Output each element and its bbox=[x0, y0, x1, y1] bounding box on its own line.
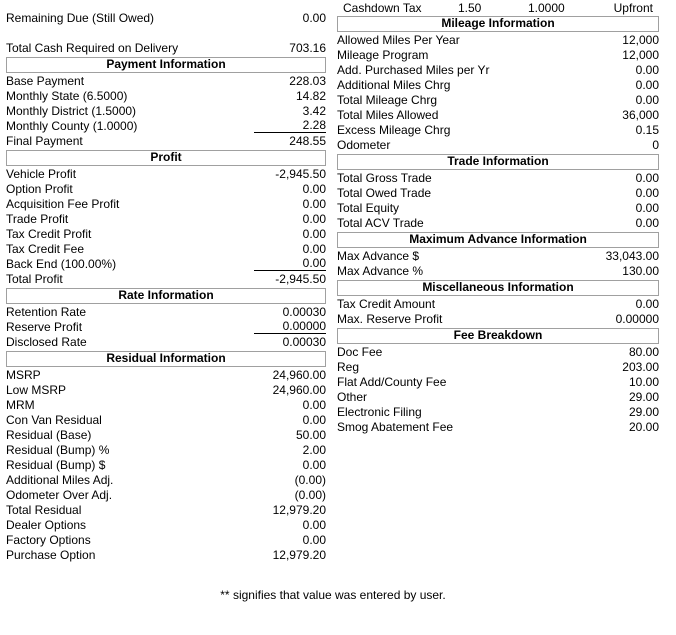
payment-information-header: Payment Information bbox=[6, 57, 326, 73]
row-label: Purchase Option bbox=[6, 548, 96, 562]
row-label: Odometer Over Adj. bbox=[6, 488, 113, 502]
rate-information-header: Rate Information bbox=[6, 288, 326, 304]
misc-rows bbox=[337, 297, 659, 327]
row-value: (0.00) bbox=[294, 473, 326, 487]
row-label: Monthly County (1.0000) bbox=[6, 119, 138, 133]
table-row bbox=[6, 428, 326, 443]
right-column bbox=[337, 0, 659, 435]
table-row bbox=[6, 212, 326, 227]
row-value: 203.00 bbox=[622, 360, 659, 374]
table-row bbox=[337, 33, 659, 48]
row-label: Total Residual bbox=[6, 503, 82, 517]
row-value: 0.00000 bbox=[254, 320, 326, 334]
total-cash-value: 703.16 bbox=[289, 41, 326, 55]
row-value: 2.28 bbox=[254, 119, 326, 133]
row-label: Low MSRP bbox=[6, 383, 67, 397]
fee-breakdown-header: Fee Breakdown bbox=[337, 328, 659, 344]
row-value: 0.00 bbox=[635, 216, 659, 230]
table-row bbox=[337, 345, 659, 360]
table-row bbox=[337, 201, 659, 216]
row-value: 248.55 bbox=[289, 134, 326, 148]
row-label: Smog Abatement Fee bbox=[337, 420, 454, 434]
row-label: MSRP bbox=[6, 368, 41, 382]
table-row bbox=[6, 134, 326, 149]
row-value: 0.00 bbox=[302, 413, 326, 427]
remaining-due-label: Remaining Due (Still Owed) bbox=[6, 11, 155, 25]
row-value: -2,945.50 bbox=[275, 167, 326, 181]
row-label: Max Advance $ bbox=[337, 249, 420, 263]
row-label: Electronic Filing bbox=[337, 405, 422, 419]
row-label: Final Payment bbox=[6, 134, 83, 148]
row-value: 0.00 bbox=[635, 93, 659, 107]
row-value: 20.00 bbox=[628, 420, 659, 434]
row-label: Con Van Residual bbox=[6, 413, 102, 427]
table-row bbox=[337, 171, 659, 186]
row-value: 50.00 bbox=[295, 428, 326, 442]
row-value: 33,043.00 bbox=[605, 249, 659, 263]
table-row bbox=[6, 413, 326, 428]
row-label: Mileage Program bbox=[337, 48, 429, 62]
row-value: 24,960.00 bbox=[272, 368, 326, 382]
row-value: 0.00 bbox=[635, 78, 659, 92]
row-label: Reg bbox=[337, 360, 360, 374]
row-label: Back End (100.00%) bbox=[6, 257, 117, 271]
row-value: 0.00 bbox=[635, 186, 659, 200]
table-row bbox=[337, 264, 659, 279]
table-row bbox=[337, 249, 659, 264]
table-row bbox=[337, 186, 659, 201]
row-label: Disclosed Rate bbox=[6, 335, 87, 349]
row-value: 12,979.20 bbox=[272, 503, 326, 517]
table-row bbox=[337, 138, 659, 153]
row-value: 0.00 bbox=[302, 227, 326, 241]
table-row bbox=[337, 360, 659, 375]
row-label: Factory Options bbox=[6, 533, 91, 547]
table-row bbox=[337, 63, 659, 78]
row-label: Max. Reserve Profit bbox=[337, 312, 443, 326]
table-row bbox=[6, 320, 326, 335]
row-value: 10.00 bbox=[628, 375, 659, 389]
row-label: Retention Rate bbox=[6, 305, 87, 319]
row-label: Odometer bbox=[337, 138, 391, 152]
profit-header: Profit bbox=[6, 150, 326, 166]
row-label: Flat Add/County Fee bbox=[337, 375, 447, 389]
table-row bbox=[6, 458, 326, 473]
table-row bbox=[337, 48, 659, 63]
row-label: Max Advance % bbox=[337, 264, 424, 278]
row-label: Total Mileage Chrg bbox=[337, 93, 438, 107]
row-label: Residual (Bump) $ bbox=[6, 458, 106, 472]
max-advance-header: Maximum Advance Information bbox=[337, 232, 659, 248]
row-label: Option Profit bbox=[6, 182, 73, 196]
row-label: Residual (Bump) % bbox=[6, 443, 110, 457]
row-value: 0.00 bbox=[302, 398, 326, 412]
cashdown-tax-label: Cashdown Tax bbox=[343, 1, 422, 15]
row-value: 80.00 bbox=[628, 345, 659, 359]
remaining-due-row bbox=[6, 11, 326, 26]
row-label: Total Owed Trade bbox=[337, 186, 432, 200]
row-value: 228.03 bbox=[289, 74, 326, 88]
row-label: Additional Miles Chrg bbox=[337, 78, 451, 92]
row-value: 0.00 bbox=[635, 171, 659, 185]
row-label: Total Miles Allowed bbox=[337, 108, 439, 122]
table-row bbox=[6, 383, 326, 398]
row-label: Total Equity bbox=[337, 201, 400, 215]
table-row bbox=[6, 167, 326, 182]
max-advance-rows bbox=[337, 249, 659, 279]
row-label: Acquisition Fee Profit bbox=[6, 197, 120, 211]
cashdown-tax-row bbox=[337, 0, 659, 16]
row-label: Trade Profit bbox=[6, 212, 69, 226]
table-row bbox=[6, 182, 326, 197]
table-row bbox=[6, 104, 326, 119]
table-row bbox=[6, 335, 326, 350]
row-label: Monthly State (6.5000) bbox=[6, 89, 128, 103]
residual-information-header: Residual Information bbox=[6, 351, 326, 367]
table-row bbox=[6, 257, 326, 272]
row-label: Total Gross Trade bbox=[337, 171, 432, 185]
row-value: 0.00 bbox=[635, 297, 659, 311]
table-row bbox=[337, 78, 659, 93]
cashdown-tax-mode: Upfront bbox=[613, 1, 653, 15]
row-label: MRM bbox=[6, 398, 35, 412]
table-row bbox=[6, 272, 326, 287]
row-value: 0.00000 bbox=[615, 312, 659, 326]
row-label: Tax Credit Profit bbox=[6, 227, 92, 241]
row-label: Tax Credit Amount bbox=[337, 297, 436, 311]
table-row bbox=[6, 518, 326, 533]
row-value: (0.00) bbox=[294, 488, 326, 502]
table-row bbox=[337, 216, 659, 231]
row-value: 0.15 bbox=[635, 123, 659, 137]
row-label: Add. Purchased Miles per Yr bbox=[337, 63, 490, 77]
row-value: 36,000 bbox=[622, 108, 659, 122]
table-row bbox=[6, 533, 326, 548]
row-label: Allowed Miles Per Year bbox=[337, 33, 460, 47]
rate-rows bbox=[6, 305, 326, 350]
left-column bbox=[6, 0, 326, 563]
row-value: 0.00 bbox=[254, 257, 326, 271]
total-cash-label: Total Cash Required on Delivery bbox=[6, 41, 179, 55]
table-row bbox=[6, 89, 326, 104]
fee-rows bbox=[337, 345, 659, 435]
table-row bbox=[6, 443, 326, 458]
cashdown-tax-rate: 1.50 bbox=[458, 1, 482, 15]
table-row bbox=[337, 108, 659, 123]
table-row bbox=[337, 312, 659, 327]
row-label: Total Profit bbox=[6, 272, 63, 286]
row-value: 0.00 bbox=[302, 182, 326, 196]
table-row bbox=[6, 398, 326, 413]
row-label: Doc Fee bbox=[337, 345, 383, 359]
table-row bbox=[6, 305, 326, 320]
row-label: Excess Mileage Chrg bbox=[337, 123, 451, 137]
table-row bbox=[6, 548, 326, 563]
row-value: 0.00 bbox=[635, 63, 659, 77]
table-row bbox=[6, 119, 326, 134]
row-value: 0.00030 bbox=[282, 335, 326, 349]
cashdown-tax-factor: 1.0000 bbox=[528, 1, 565, 15]
table-row bbox=[6, 503, 326, 518]
row-label: Monthly District (1.5000) bbox=[6, 104, 137, 118]
mileage-information-header: Mileage Information bbox=[337, 16, 659, 32]
trade-information-header: Trade Information bbox=[337, 154, 659, 170]
table-row bbox=[6, 473, 326, 488]
row-label: Residual (Base) bbox=[6, 428, 92, 442]
row-value: 0.00 bbox=[302, 212, 326, 226]
row-label: Other bbox=[337, 390, 368, 404]
row-value: 24,960.00 bbox=[272, 383, 326, 397]
row-value: 12,979.20 bbox=[272, 548, 326, 562]
misc-information-header: Miscellaneous Information bbox=[337, 280, 659, 296]
row-value: 3.42 bbox=[302, 104, 326, 118]
row-value: 0.00 bbox=[635, 201, 659, 215]
row-value: -2,945.50 bbox=[275, 272, 326, 286]
row-value: 29.00 bbox=[628, 405, 659, 419]
row-value: 0.00 bbox=[302, 242, 326, 256]
row-label: Reserve Profit bbox=[6, 320, 83, 334]
table-row bbox=[6, 488, 326, 503]
row-label: Tax Credit Fee bbox=[6, 242, 85, 256]
table-row bbox=[6, 197, 326, 212]
row-value: 0.00 bbox=[302, 458, 326, 472]
row-label: Total ACV Trade bbox=[337, 216, 424, 230]
table-row bbox=[337, 420, 659, 435]
payment-rows bbox=[6, 74, 326, 149]
row-value: 0 bbox=[652, 138, 659, 152]
row-value: 12,000 bbox=[622, 48, 659, 62]
mileage-rows bbox=[337, 33, 659, 153]
row-value: 0.00 bbox=[302, 518, 326, 532]
row-value: 0.00 bbox=[302, 533, 326, 547]
footer-note: ** signifies that value was entered by user. bbox=[220, 588, 446, 602]
row-value: 2.00 bbox=[302, 443, 326, 457]
table-row bbox=[6, 227, 326, 242]
total-cash-row bbox=[6, 41, 326, 56]
row-value: 0.00030 bbox=[282, 305, 326, 319]
trade-rows bbox=[337, 171, 659, 231]
row-value: 0.00 bbox=[302, 197, 326, 211]
residual-rows bbox=[6, 368, 326, 563]
table-row bbox=[337, 93, 659, 108]
row-label: Base Payment bbox=[6, 74, 85, 88]
profit-rows bbox=[6, 167, 326, 287]
table-row bbox=[6, 368, 326, 383]
table-row bbox=[337, 297, 659, 312]
table-row bbox=[337, 390, 659, 405]
row-value: 29.00 bbox=[628, 390, 659, 404]
row-label: Additional Miles Adj. bbox=[6, 473, 114, 487]
row-label: Vehicle Profit bbox=[6, 167, 77, 181]
remaining-due-value: 0.00 bbox=[302, 11, 326, 25]
table-row bbox=[337, 123, 659, 138]
table-row bbox=[6, 74, 326, 89]
row-value: 14.82 bbox=[295, 89, 326, 103]
table-row bbox=[337, 375, 659, 390]
row-value: 130.00 bbox=[622, 264, 659, 278]
row-label: Dealer Options bbox=[6, 518, 87, 532]
row-value: 12,000 bbox=[622, 33, 659, 47]
table-row bbox=[337, 405, 659, 420]
table-row bbox=[6, 242, 326, 257]
